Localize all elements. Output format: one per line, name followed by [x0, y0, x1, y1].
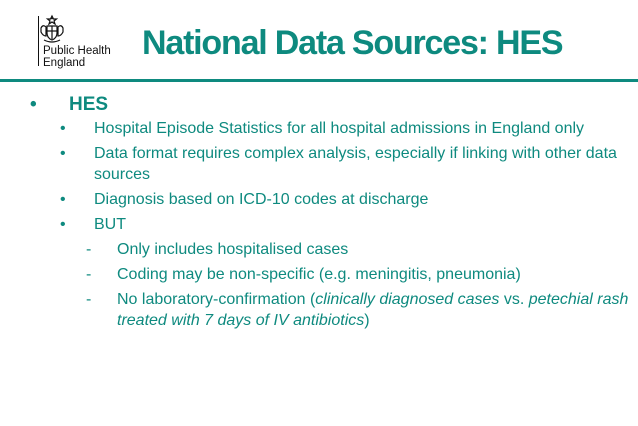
heading-text: HES [69, 94, 109, 115]
list-item [30, 189, 630, 210]
sub-list-item [30, 289, 630, 331]
list-item-text: Diagnosis based on ICD-10 codes at discharge [94, 191, 429, 208]
dash-marker: - [86, 291, 92, 308]
organisation-line-1: Public Health [43, 45, 111, 57]
text-run: ) [364, 312, 370, 329]
bullet-marker: • [30, 94, 37, 115]
dash-marker: - [86, 266, 92, 283]
italic-text: clinically diagnosed cases [315, 291, 500, 308]
heading-item [30, 93, 630, 117]
italic-text: petechial rash treated with 7 days of IV antibiotics [117, 291, 629, 329]
logo-divider [38, 16, 39, 66]
text-run: vs. [499, 291, 529, 308]
text-run: No laboratory-confirmation ( [117, 291, 316, 308]
list-item [30, 214, 630, 235]
sub-list-item [30, 239, 630, 260]
slide-body [30, 93, 630, 335]
slide-title: National Data Sources: HES [142, 24, 563, 62]
organisation-line-2: England [43, 57, 86, 69]
header-divider [0, 79, 638, 82]
bullet-marker: • [60, 191, 66, 208]
sub-list-item [30, 264, 630, 285]
royal-crest-icon [38, 14, 66, 44]
bullet-marker: • [60, 216, 66, 233]
organisation-name [43, 45, 111, 69]
sub-list-item-text: Coding may be non-specific (e.g. meningitis, pneumonia) [117, 266, 521, 283]
sub-list-item-text [117, 291, 628, 329]
sub-list-item-text: Only includes hospitalised cases [117, 241, 349, 258]
list-item-text: BUT [94, 216, 126, 233]
dash-marker: - [86, 241, 92, 258]
list-item-text: Data format requires complex analysis, especially if linking with other data sources [94, 145, 617, 183]
bullet-marker: • [60, 145, 66, 162]
list-item [30, 118, 630, 139]
phe-logo [38, 14, 128, 70]
bullet-marker: • [60, 120, 66, 137]
list-item-text: Hospital Episode Statistics for all hospital admissions in England only [94, 120, 585, 137]
list-item [30, 143, 630, 185]
